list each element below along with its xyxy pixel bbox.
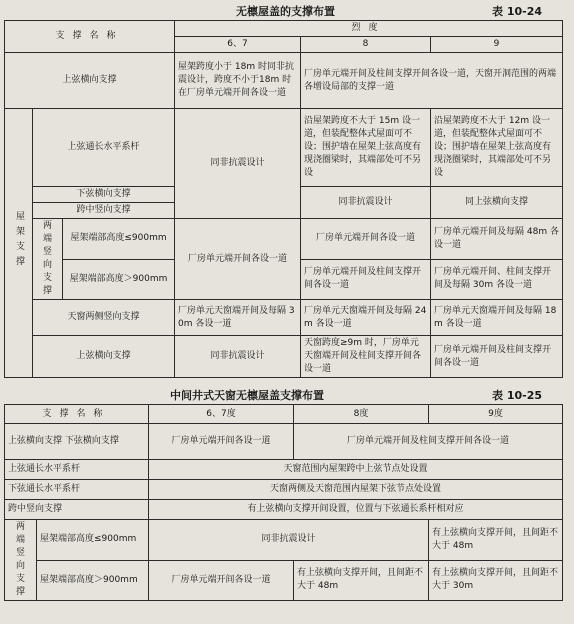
cell: 厂房单元端开间及柱间支撑开间各设一道，天窗开洞范围的两端各增设局部的支撑一道 [301,53,563,109]
table2-number: 表 10-25 [492,389,543,402]
table2-col-8: 8度 [294,405,429,424]
row-label: 下弦横向支撑 [33,187,175,203]
cell: 有上弦横向支撑开间，且间距不大于 30m [429,560,563,601]
cell: 同非抗震设计 [175,336,301,378]
table2-header-row [5,405,563,424]
cell: 厂房单元天窗端开间及每隔 18m 各设一道 [431,300,563,336]
table-row [5,460,563,480]
row-label: 上弦横向支撑 [33,336,175,378]
roof-truss-support-label [5,109,33,378]
table1-col-67: 6、7 [175,37,301,53]
end-vertical-support-label [33,219,63,300]
table1-col-9: 9 [431,37,563,53]
table2-header-item: 支撑名称 [5,405,149,424]
table-row [5,336,563,378]
table1-col-8: 8 [301,37,431,53]
row-label: 屋架端部高度＞900mm [63,259,175,300]
cell: 厂房单元端开间、柱间支撑开间及每隔 30m 各设一道 [431,259,563,300]
table2 [4,404,563,601]
cell: 厂房单元端开间各设一道 [149,424,294,460]
table2-title: 中间井式天窗无檩屋盖支撑布置 [170,389,324,402]
row-label: 上弦通长水平系杆 [33,109,175,187]
table1 [4,20,563,378]
row-label: 跨中竖向支撑 [33,203,175,219]
cell: 同非抗震设计 [175,109,301,219]
cell: 同非抗震设计 [149,520,429,561]
cell: 厂房单元端开间各设一道 [301,219,431,260]
cell: 天窗两侧及天窗范围内屋架下弦节点处设置 [149,480,563,500]
table-row [5,219,563,260]
row-label: 天窗两侧竖向支撑 [33,300,175,336]
cell: 有上弦横向支撑开间，且间距不大于 48m [429,520,563,561]
table2-col-67: 6、7度 [149,405,294,424]
table1-number: 表 10-24 [492,5,543,18]
table1-title: 无檩屋盖的支撑布置 [236,5,335,18]
cell: 沿屋架跨度不大于 15m 设一道，但装配整体式屋面可不设；围护墙在屋架上弦高度有现浇圈梁时，其端部处可不另设 [301,109,431,187]
table-row [5,560,563,601]
cell: 同非抗震设计 [301,187,431,219]
cell: 屋架跨度小于 18m 时同非抗震设计，跨度不小于18m 时在厂房单元端开间各设一道 [175,53,301,109]
row-label: 屋架端部高度≤900mm [63,219,175,260]
cell: 厂房单元端开间及柱间支撑开间各设一道 [294,424,563,460]
row-label: 上弦通长水平系杆 [5,460,149,480]
table-row [5,300,563,336]
table1-header-item: 支撑名称 [5,21,175,53]
subgroup-label: 两端竖向支撑 [42,221,52,296]
cell: 厂房单元端开间及每隔 48m 各设一道 [431,219,563,260]
table-row [5,480,563,500]
table-row [5,500,563,520]
cell: 天窗跨度≥9m 时，厂房单元天窗端开间及柱间支撑开间各设一道 [301,336,431,378]
end-vertical-support-label-2 [5,520,37,601]
table-row [5,424,563,460]
cell: 厂房单元天窗端开间及每隔 24m 各设一道 [301,300,431,336]
table-row [5,53,563,109]
cell: 厂房单元端开间各设一道 [175,219,301,300]
cell: 厂房单元端开间及柱间支撑开间各设一道 [431,336,563,378]
row-label: 屋架端部高度＞900mm [37,560,149,601]
subgroup-label: 两端竖向支撑 [15,522,25,597]
cell: 厂房单元端开间各设一道 [149,560,294,601]
table2-col-9: 9度 [429,405,563,424]
cell: 同上弦横向支撑 [431,187,563,219]
row-label: 屋架端部高度≤900mm [37,520,149,561]
cell: 有上弦横向支撑开间，且间距不大于 48m [294,560,429,601]
cell: 沿屋架跨度不大于 12m 设一道，但装配整体式屋面可不设；围护墙在屋架上弦高度有现浇圈梁时，其端部处可不另设 [431,109,563,187]
cell: 厂房单元端开间及柱间支撑开间各设一道 [301,259,431,300]
table1-header-intensity: 烈度 [175,21,563,37]
row-label: 跨中竖向支撑 [5,500,149,520]
group-label: 屋架支撑 [14,210,24,271]
row-label: 下弦通长水平系杆 [5,480,149,500]
row-label: 上弦横向支撑 [5,53,175,109]
table-row [5,109,563,187]
row-label: 上弦横向支撑 下弦横向支撑 [5,424,149,460]
cell: 厂房单元天窗端开间及每隔 30m 各设一道 [175,300,301,336]
table1-header-row [5,21,563,37]
cell: 天窗范围内屋架跨中上弦节点处设置 [149,460,563,480]
cell: 有上弦横向支撑开间设置，位置与下弦通长系杆相对应 [149,500,563,520]
table-row [5,520,563,561]
